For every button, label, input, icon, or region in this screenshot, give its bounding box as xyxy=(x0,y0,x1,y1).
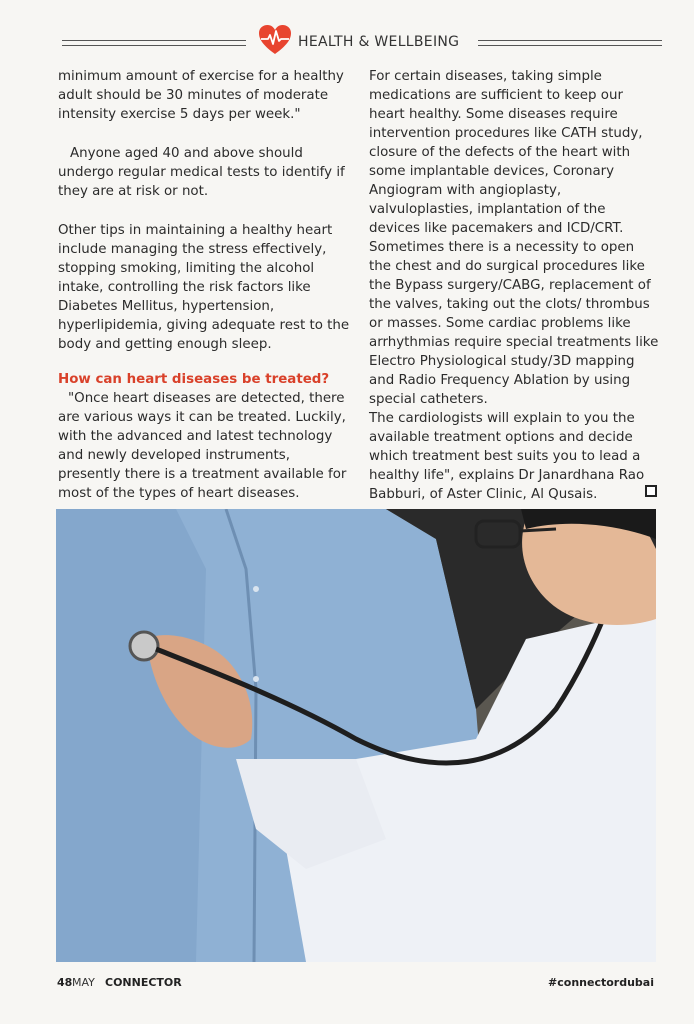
paragraph: The cardiologists will explain to you the available treatment options and decide which treatment best suits you to lead a healthy life", explains Dr Janardhana Rao Babburi, of Aster Clinic, Al Qusais. xyxy=(369,411,645,502)
article-column-left xyxy=(58,67,350,503)
heart-pulse-icon xyxy=(258,24,292,56)
paragraph: minimum amount of exercise for a healthy adult should be 30 minutes of moderate intensity exercise 5 days per week." xyxy=(58,69,344,122)
paragraph: For certain diseases, taking simple medications are sufficient to keep our heart healthy. Some diseases require intervention procedures like CATH study, closure of the defects of the heart with some implantable devices, Coronary Angiogram with angioplasty, valvuloplasties, implantation of the devices like pacemakers and ICD/CRT. Sometimes there is a necessity to open the chest and do surgical procedures like the Bypass surgery/CABG, replacement of the valves, taking out the clots/ thrombus or masses. Some cardiac problems like arrhythmias require special treatments like Electro Physiological study/3D mapping and Radio Frequency Ablation by using special catheters. xyxy=(369,69,659,407)
article-column-right xyxy=(369,67,659,504)
paragraph: Anyone aged 40 and above should undergo regular medical tests to identify if they are at risk or not. xyxy=(58,146,345,199)
article-photo xyxy=(56,509,656,962)
section-title: HEALTH & WELLBEING xyxy=(298,34,460,50)
section-header xyxy=(0,22,694,62)
header-rule-right xyxy=(478,40,662,46)
issue-month: MAY xyxy=(72,976,95,989)
hashtag: #connectordubai xyxy=(548,976,654,989)
paragraph: "Once heart diseases are detected, there are various ways it can be treated. Luckily, with the advanced and latest technology and newly developed instruments, presently there is a treatment available for most of the types of heart diseases. xyxy=(58,391,347,501)
page-footer xyxy=(0,976,694,996)
header-rule-left xyxy=(62,40,246,46)
end-of-article-mark xyxy=(645,485,657,497)
paragraph: Other tips in maintaining a healthy heart include managing the stress effectively, stopping smoking, limiting the alcohol intake, controlling the risk factors like Diabetes Mellitus, hypertension, hyperlipidemia, giving adequate rest to the body and getting enough sleep. xyxy=(58,223,350,352)
page-number: 48 xyxy=(57,976,73,989)
magazine-name: CONNECTOR xyxy=(105,976,182,989)
subheading: How can heart diseases be treated? xyxy=(58,372,330,387)
